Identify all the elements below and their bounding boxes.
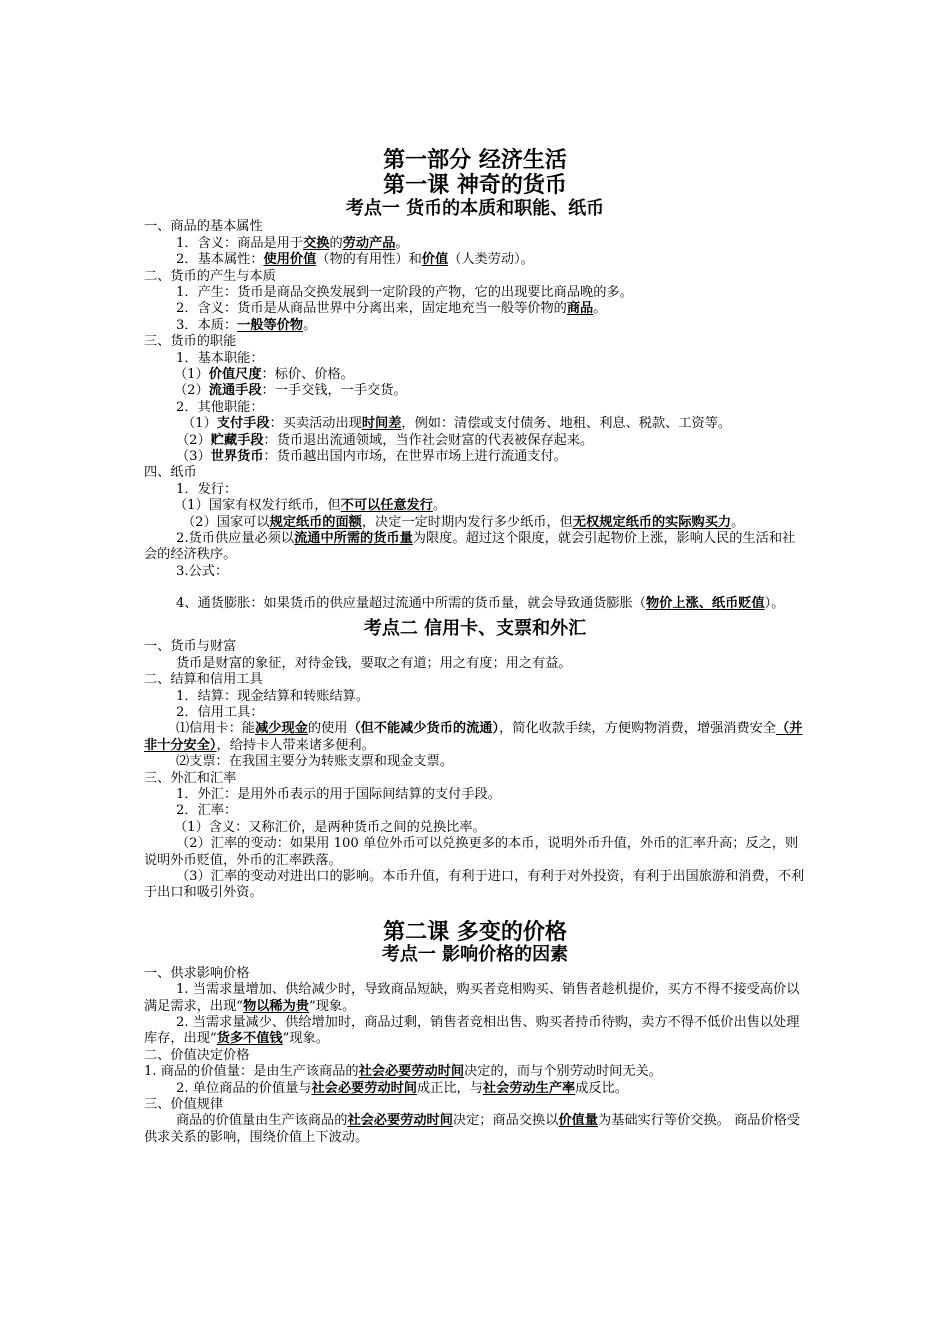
- issuance-2: （2）国家可以规定纸币的面额，决定一定时期内发行多少纸币，但无权规定纸币的实际购买力。: [182, 514, 745, 530]
- part-title: 第一部分 经济生活: [383, 148, 567, 173]
- money-essence: 3．本质：一般等价物。: [176, 317, 317, 333]
- function-storage: （2）贮藏手段：货币退出流通领域，当作社会财富的代表被保存起来。: [176, 432, 594, 448]
- issuance-1: （1）国家有权发行纸币，但不可以任意发行。: [174, 498, 447, 514]
- exchange-rate: 2．汇率：: [176, 803, 238, 819]
- heading-forex: 三、外汇和汇率: [144, 770, 237, 786]
- lesson-2-title: 第二课 多变的价格: [383, 919, 567, 945]
- formula-label: 3.公式：: [176, 563, 229, 579]
- heading-money-wealth: 一、货币与财富: [144, 639, 237, 655]
- demand-decrease: 2. 当需求量减少、供给增加时，商品过剩，销售者竞相出售、购买者持币待购，卖方不得不低价出售以处理库存，出现“货多不值钱”现象。: [144, 1015, 800, 1047]
- function-measure: （1）价值尺度：标价、价格。: [174, 366, 354, 382]
- kaodian-1-title: 考点一 货币的本质和职能、纸币: [345, 197, 605, 219]
- other-functions: 2．其他职能：: [176, 399, 264, 415]
- money-meaning: 2．含义：货币是从商品世界中分离出来，固定地充当一般等价物的商品。: [176, 301, 607, 317]
- commodity-definition: 1．含义：商品是用于交换的劳动产品。: [176, 235, 409, 251]
- heading-settlement: 二、结算和信用工具: [144, 672, 263, 688]
- heading-law-of-value: 三、价值规律: [144, 1097, 224, 1113]
- exchange-rate-meaning: （1）含义：又称汇价，是两种货币之间的兑换比率。: [174, 819, 486, 835]
- exchange-rate-impact: （3）汇率的变动对进出口的影响。本币升值，有利于进口，有利于对外投资，有利于出国旅游和消费，不利于出口和吸引外资。: [144, 869, 805, 901]
- law-of-value: 商品的价值量由生产该商品的社会必要劳动时间决定；商品交换以价值量为基础实行等价交换。 商品价格受供求关系的影响，围绕价值上下波动。: [144, 1113, 801, 1145]
- value-quantity: 1. 商品的价值量：是由生产该商品的社会必要劳动时间决定的，而与个别劳动时间无关。: [144, 1064, 662, 1080]
- basic-functions: 1．基本职能：: [176, 350, 264, 366]
- inflation: 4、通货膨胀：如果货币的供应量超过流通中所需的货币量，就会导致通货膨胀（物价上涨、纸币贬值）。: [176, 596, 785, 612]
- kaodian-2-title: 考点二 信用卡、支票和外汇: [363, 617, 587, 639]
- settlement: 1．结算：现金结算和转账结算。: [176, 688, 370, 704]
- lesson-1-title: 第一课 神奇的货币: [383, 173, 567, 199]
- heading-supply-demand: 一、供求影响价格: [144, 965, 250, 981]
- cheque: ⑵支票：在我国主要分为转账支票和现金支票。: [176, 754, 453, 770]
- commodity-attributes: 2．基本属性：使用价值（物的有用性）和价值（人类劳动）。: [176, 252, 534, 268]
- document-page: [144, 148, 806, 1146]
- function-world-money: （3）世界货币：货币越出国内市场，在世界市场上进行流通支付。: [176, 448, 567, 464]
- heading-paper-money: 四、纸币: [144, 465, 197, 481]
- heading-money-origin: 二、货币的产生与本质: [144, 268, 276, 284]
- function-circulation: （2）流通手段：一手交钱，一手交货。: [174, 383, 407, 399]
- money-supply: 2.货币供应量必须以流通中所需的货币量为限度。超过这个限度，就会引起物价上涨，影响人民的生活和社会的经济秩序。: [144, 531, 796, 563]
- kaodian-3-title: 考点一 影响价格的因素: [381, 944, 569, 966]
- money-wealth: 货币是财富的象征，对待金钱，要取之有道；用之有度；用之有益。: [176, 655, 572, 671]
- exchange-rate-change: （2）汇率的变动：如果用 100 单位外币可以兑换更多的本币，说明外币升值，外币的汇率升高；反之，则说明外币贬值，外币的汇率跌落。: [144, 836, 799, 868]
- forex: 1．外汇：是用外币表示的用于国际间结算的支付手段。: [176, 786, 501, 802]
- heading-money-functions: 三、货币的职能: [144, 334, 237, 350]
- heading-value-price: 二、价值决定价格: [144, 1047, 250, 1063]
- issuance: 1．发行：: [176, 481, 238, 497]
- heading-commodity: 一、商品的基本属性: [144, 219, 263, 235]
- money-origin: 1．产生：货币是商品交换发展到一定阶段的产物，它的出现要比商品晚的多。: [176, 284, 633, 300]
- demand-increase: 1. 当需求量增加、供给减少时，导致商品短缺，购买者竞相购买、销售者趁机提价，买方不得不接受高价以满足需求，出现“物以稀为贵”现象。: [144, 982, 800, 1014]
- function-payment: （1）支付手段：买卖活动出现时间差，例如：清偿或支付债务、地租、利息、税款、工资等。: [182, 416, 732, 432]
- value-proportion: 2. 单位商品的价值量与社会必要劳动时间成正比，与社会劳动生产率成反比。: [176, 1080, 628, 1096]
- credit-tools: 2．信用工具：: [176, 704, 264, 720]
- credit-card: ⑴信用卡：能减少现金的使用（但不能减少货币的流通），简化收款手续，方便购物消费，增强消费安全（并非十分安全），给持卡人带来诸多便利。: [144, 721, 803, 753]
